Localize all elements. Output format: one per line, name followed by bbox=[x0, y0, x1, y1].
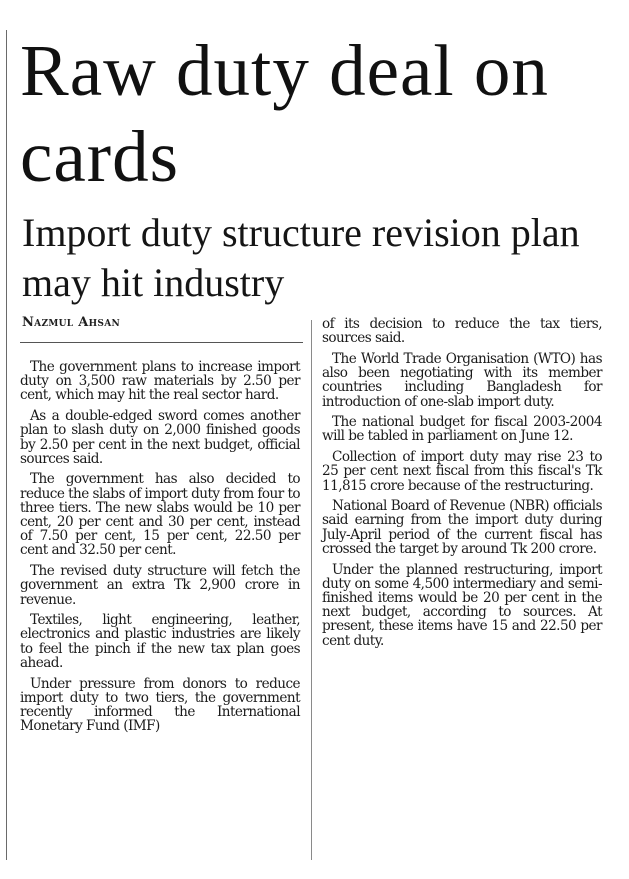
paragraph: The revised duty structure will fetch the government an extra Tk 2,900 crore in revenue. bbox=[20, 563, 300, 608]
paragraph: Collection of import duty may rise 23 to 25 per cent next fiscal from this fiscal's Tk 11,815 crore because of the restructuring. bbox=[322, 449, 602, 494]
byline: Nazmul Ahsan bbox=[22, 315, 120, 330]
paragraph: The government has also decided to reduce the slabs of import duty from four to three tiers. The new slabs would be 10 per cent, 20 per cent and 30 per cent, instead of 7.50 per cent, 15 per cent, 22.50 per cent and 32.50 per cent. bbox=[20, 471, 301, 559]
subheadline: Import duty structure revision plan may hit industry bbox=[22, 210, 580, 305]
paragraph: The government plans to increase import duty on 3,500 raw materials by 2.50 per cent, which may hit the real sector hard. bbox=[20, 359, 300, 404]
paragraph: As a double-edged sword comes another plan to slash duty on 2,000 finished goods by 2.50 per cent in the next budget, official sources said. bbox=[20, 408, 300, 467]
column-divider bbox=[311, 320, 312, 860]
headline: Raw duty deal on cards bbox=[20, 30, 549, 197]
paragraph: The national budget for fiscal 2003-2004 will be tabled in parliament on June 12. bbox=[322, 414, 602, 445]
article-column-left bbox=[20, 360, 300, 740]
paragraph: Under pressure from donors to reduce import duty to two tiers, the government recently informed the International Monetary Fund (IMF) bbox=[20, 675, 300, 735]
paragraph-continued: of its decision to reduce the tax tiers, sources said. bbox=[322, 316, 602, 347]
article-column-right bbox=[322, 317, 602, 654]
column-rule-left bbox=[6, 30, 7, 860]
paragraph: Textiles, light engineering, leather, electronics and plastic industries are likely to feel the pinch if the new tax plan goes ahead. bbox=[20, 612, 300, 671]
paragraph: The World Trade Organisation (WTO) has also been negotiating with its member countries including Bangladesh for introduction of one-slab import duty. bbox=[322, 350, 602, 410]
paragraph: Under the planned restructuring, import duty on some 4,500 intermediary and semi-finished items would be 20 per cent in the next budget, according to sources. At present, these items have 15 and 22.50 per cent duty. bbox=[322, 561, 602, 649]
paragraph: National Board of Revenue (NBR) officials said earning from the import duty during July-April period of the current fiscal has crossed the target by around Tk 200 crore. bbox=[322, 498, 602, 557]
byline-divider bbox=[20, 342, 303, 343]
